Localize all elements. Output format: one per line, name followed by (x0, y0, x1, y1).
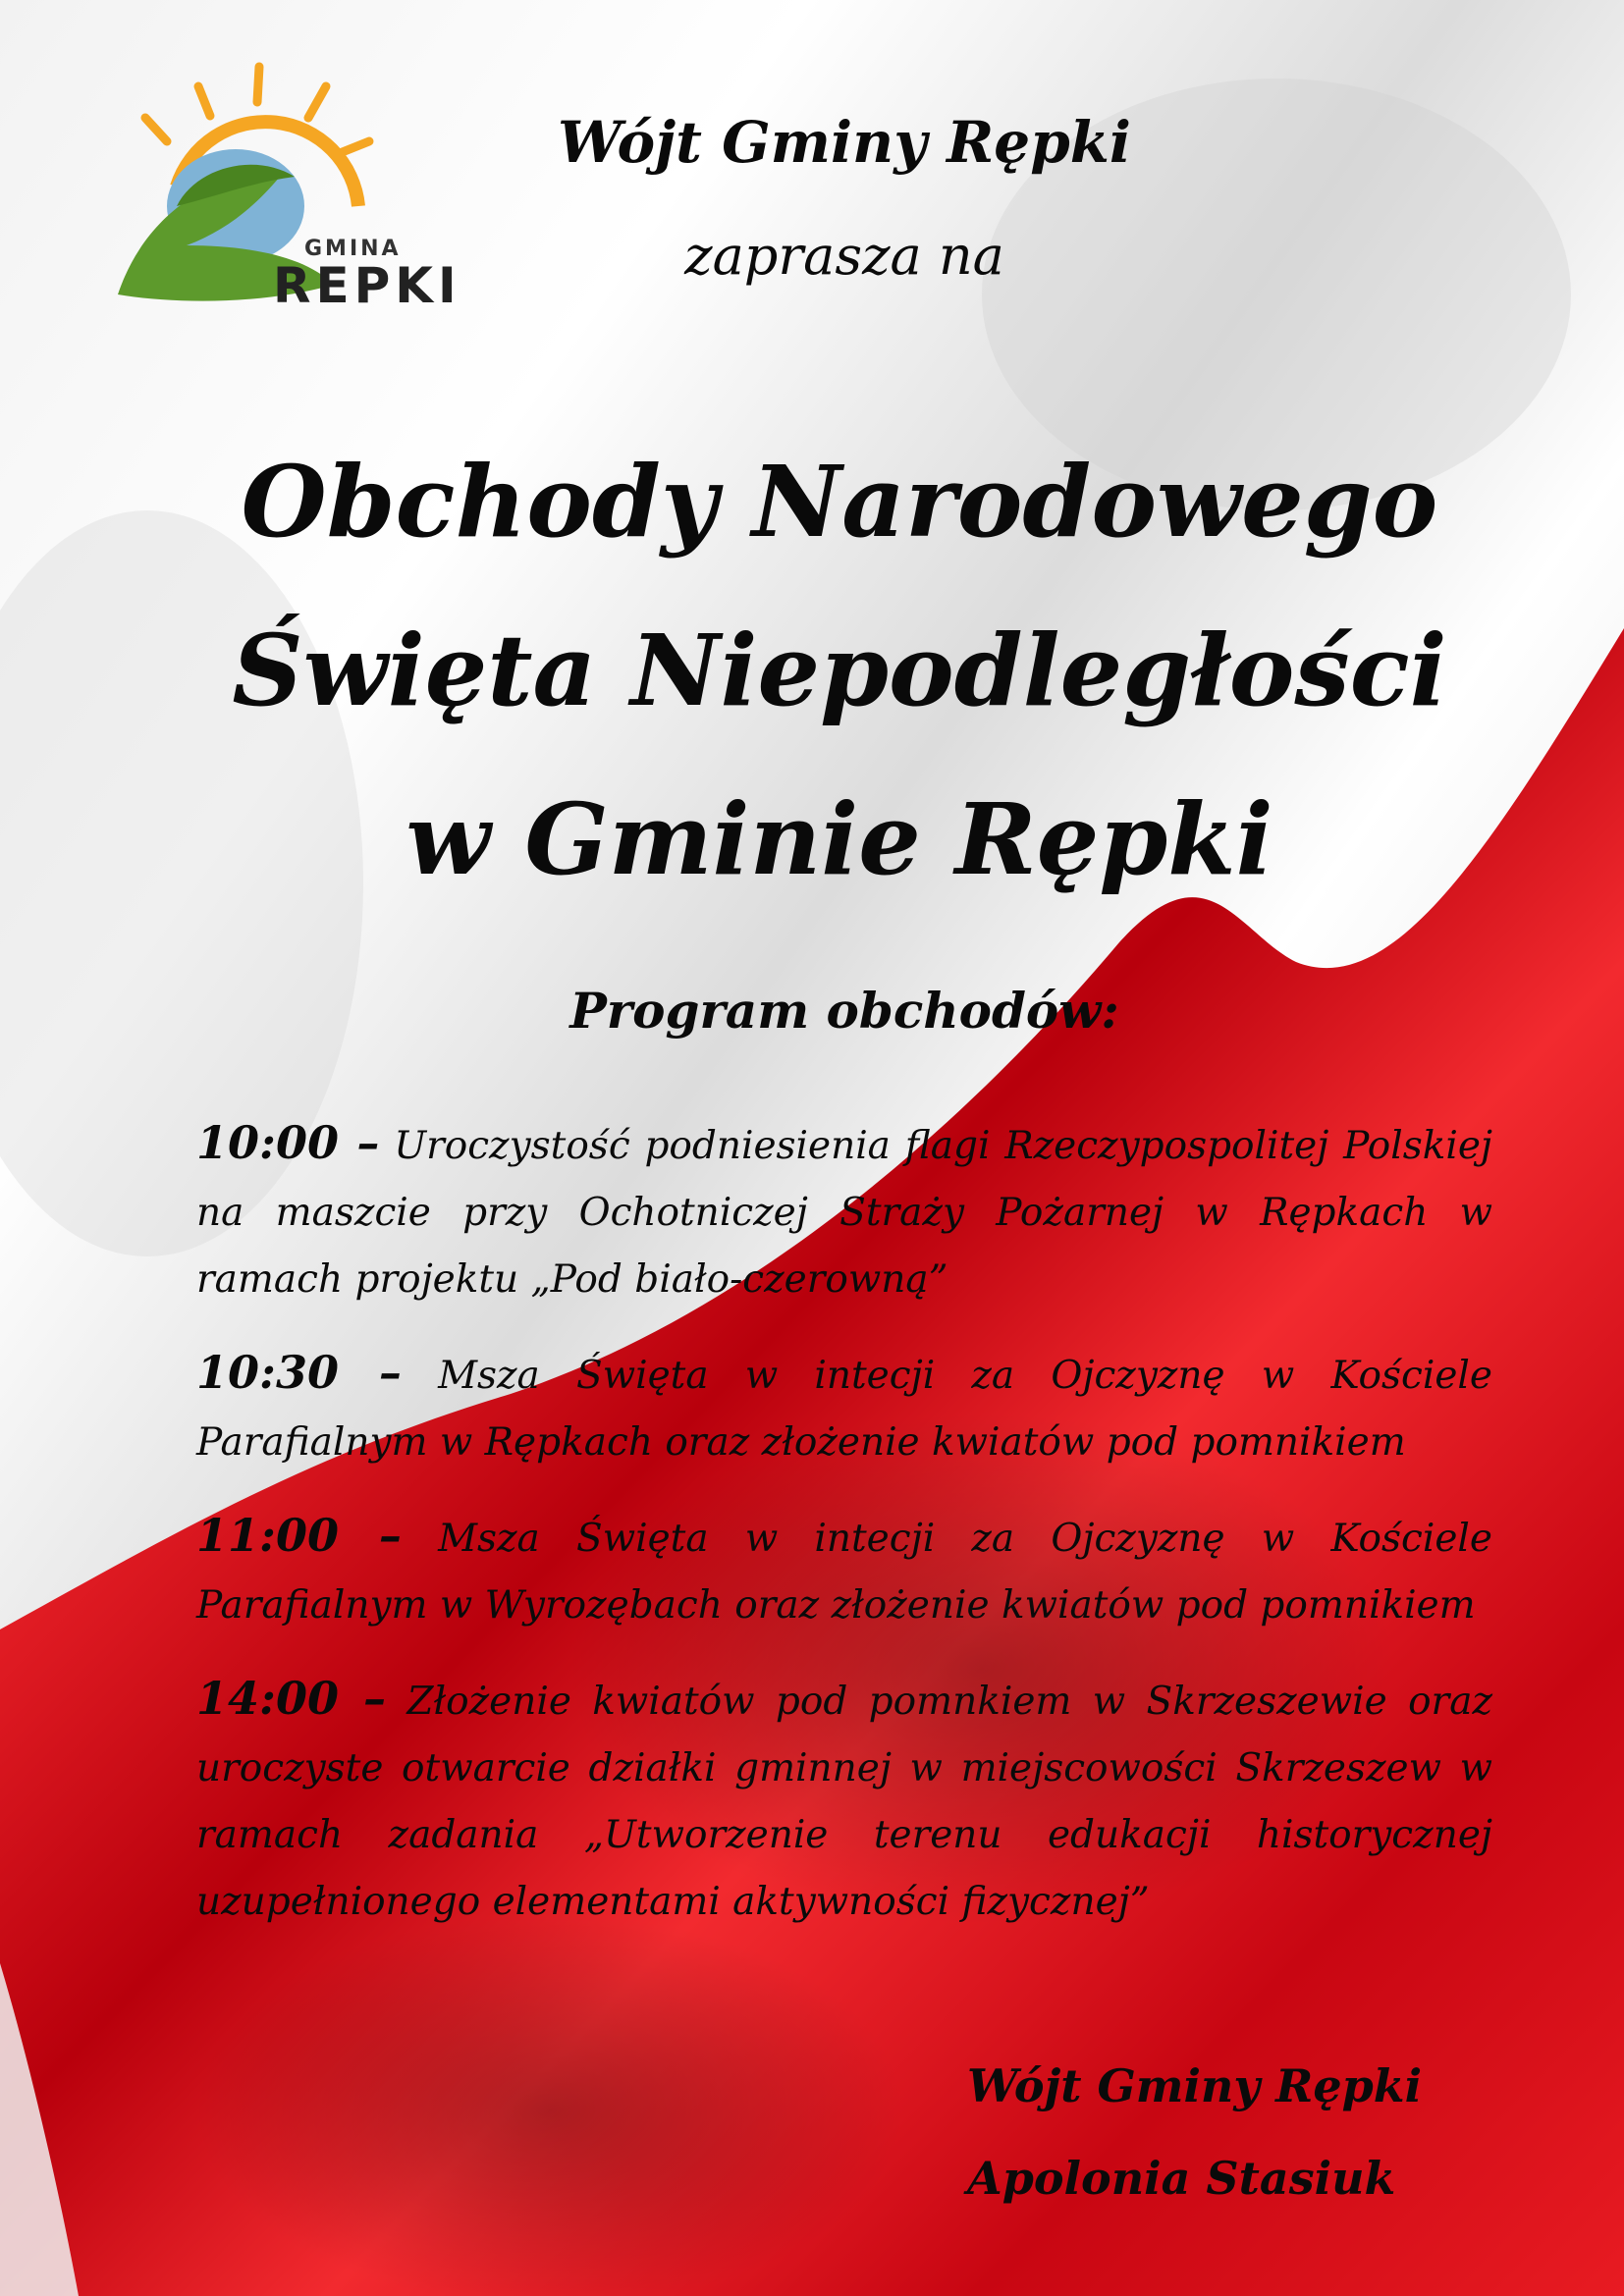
program-item-text: Msza Święta w intecji za Ojczyznę w Kościele Parafialnym w Rępkach oraz złożenie kwiatów pod pomnikiem (196, 1354, 1492, 1465)
event-title-line: Obchody Narodowego (241, 444, 1438, 560)
program-item-time: 11:00 – (196, 1509, 402, 1562)
event-title-line: w Gminie Rępki (406, 781, 1273, 897)
organizer-heading: Wójt Gminy Rępki (558, 109, 1131, 176)
program-item (196, 1665, 1492, 1936)
program-item (196, 1502, 1492, 1639)
signature-block (967, 2040, 1478, 2224)
program-item-time: 14:00 – (196, 1672, 386, 1725)
logo-gmina-text: GMINA (304, 237, 402, 261)
event-title (226, 417, 1453, 924)
program-item (196, 1339, 1492, 1476)
program-heading: Program obchodów: (569, 982, 1119, 1040)
program-item-text: Msza Święta w intecji za Ojczyznę w Kościele Parafialnym w Wyrozębach oraz złożenie kwiatów pod pomnikiem (196, 1517, 1492, 1628)
program-item-time: 10:00 – (196, 1116, 380, 1169)
signature-name: Apolonia Stasiuk (967, 2152, 1396, 2205)
logo-repki-text: REPKI (273, 257, 461, 314)
program-list (196, 1109, 1492, 1961)
event-title-line: Święta Niepodległości (232, 613, 1447, 728)
invite-text: zaprasza na (684, 225, 1004, 287)
signature-role: Wójt Gminy Rępki (967, 2059, 1423, 2112)
program-item-time: 10:30 – (196, 1346, 402, 1399)
program-item-text: Uroczystość podniesienia flagi Rzeczypospolitej Polskiej na maszcie przy Ochotniczej Straży Pożarnej w Rępkach w ramach projektu „Pod biało-czerowną” (196, 1124, 1493, 1302)
program-item (196, 1109, 1492, 1313)
program-item-text: Złożenie kwiatów pod pomnkiem w Skrzeszewie oraz uroczyste otwarcie działki gminnej w miejscowości Skrzeszew w ramach zadania „Utworzenie terenu edukacji historycznej uzupełnionego elementami aktywności fizycznej” (196, 1680, 1492, 1924)
